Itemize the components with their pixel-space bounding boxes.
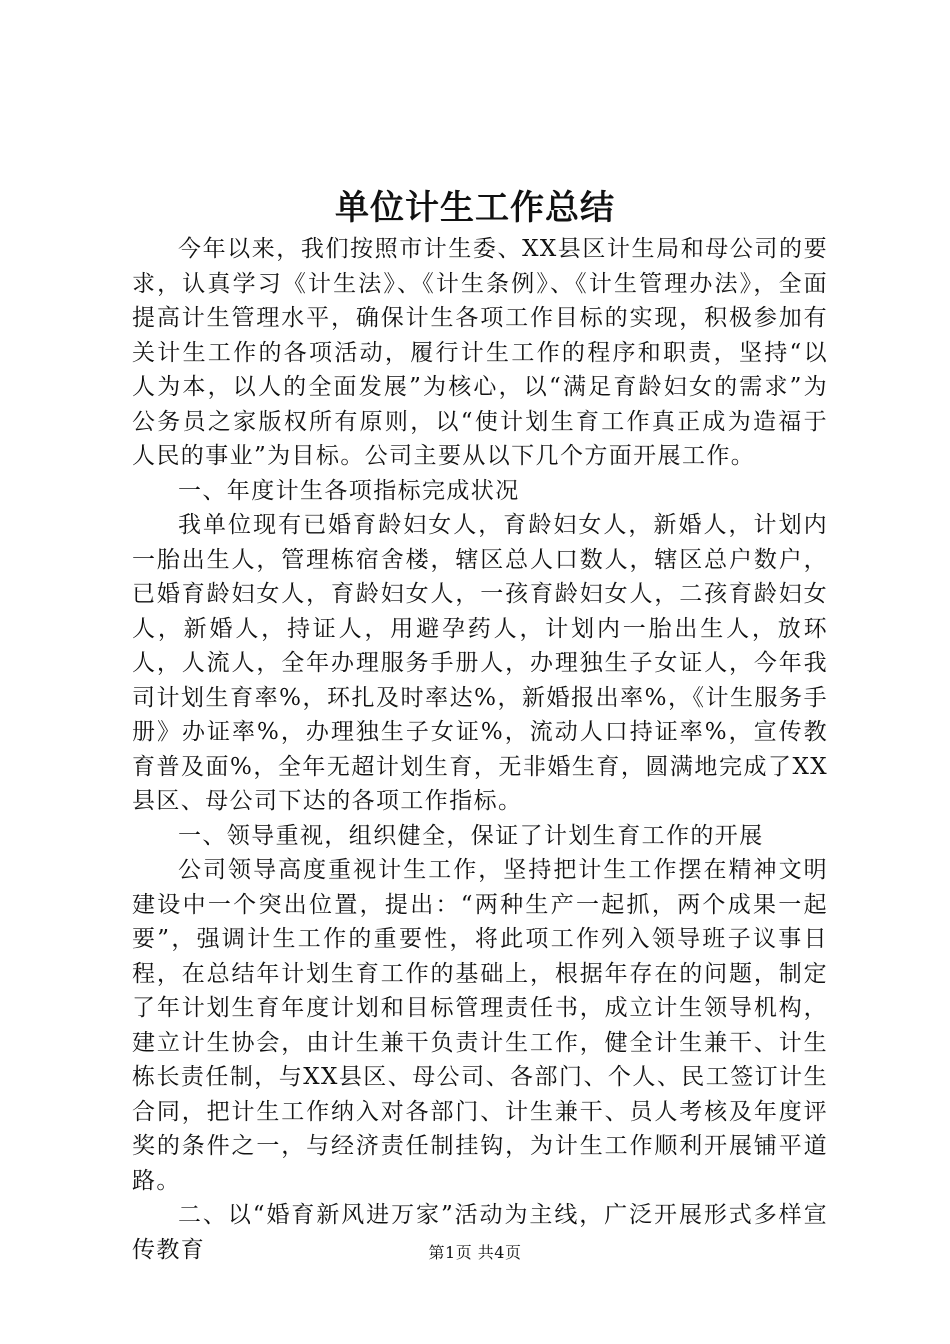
section-heading-publicity: 二、以“婚育新风进万家”活动为主线，广泛开展形式多样宣传教育 — [132, 1202, 828, 1263]
page-footer: 第1页 共4页 — [428, 1243, 522, 1262]
paragraph-indicators: 我单位现有已婚育龄妇女人，育龄妇女人，新婚人，计划内一胎出生人，管理栋宿舍楼，辖区总人口数人，辖区总户数户，已婚育龄妇女人，育龄妇女人，一孩育龄妇女人，二孩育龄妇女人，新婚人，持证人，用避孕药人，计划内一胎出生人，放环人，人流人，全年办理服务手册人，办理独生子女证人，今年我司计划生育率%，环扎及时率达%，新婚报出率%，《计生服务手册》办证率%，办理独生子女证%，流动人口持证率%，宣传教育普及面%，全年无超计划生育，无非婚生育，圆满地完成了XX县区、母公司下达的各项工作指标。 — [132, 512, 828, 814]
section-heading-indicators: 一、年度计生各项指标完成状况 — [178, 477, 520, 504]
paragraph-intro: 今年以来，我们按照市计生委、XX县区计生局和母公司的要求，认真学习《计生法》、《计生条例》、《计生管理办法》，全面提高计生管理水平，确保计生各项工作目标的实现，积极参加有关计生工作的各项活动，履行计生工作的程序和职责，坚持“以人为本，以人的全面发展”为核心，以“满足育龄妇女的需求”为公务员之家版权所有原则，以“使计划生育工作真正成为造福于人民的事业”为目标。公司主要从以下几个方面开展工作。 — [132, 236, 828, 469]
paragraph-leadership: 公司领导高度重视计生工作，坚持把计生工作摆在精神文明建设中一个突出位置，提出：“两种生产一起抓，两个成果一起要”，强调计生工作的重要性，将此项工作列入领导班子议事日程，在总结年计划生育工作的基础上，根据年存在的问题，制定了年计划生育年度计划和目标管理责任书，成立计生领导机构，建立计生协会，由计生兼干负责计生工作，健全计生兼干、计生栋长责任制，与XX县区、母公司、各部门、个人、民工签订计生合同，把计生工作纳入对各部门、计生兼干、员人考核及年度评奖的条件之一，与经济责任制挂钩，为计生工作顺利开展铺平道路。 — [132, 857, 828, 1194]
document-title: 单位计生工作总结 — [335, 188, 615, 228]
section-heading-leadership: 一、领导重视，组织健全，保证了计划生育工作的开展 — [178, 822, 764, 849]
document-body — [132, 232, 828, 1267]
